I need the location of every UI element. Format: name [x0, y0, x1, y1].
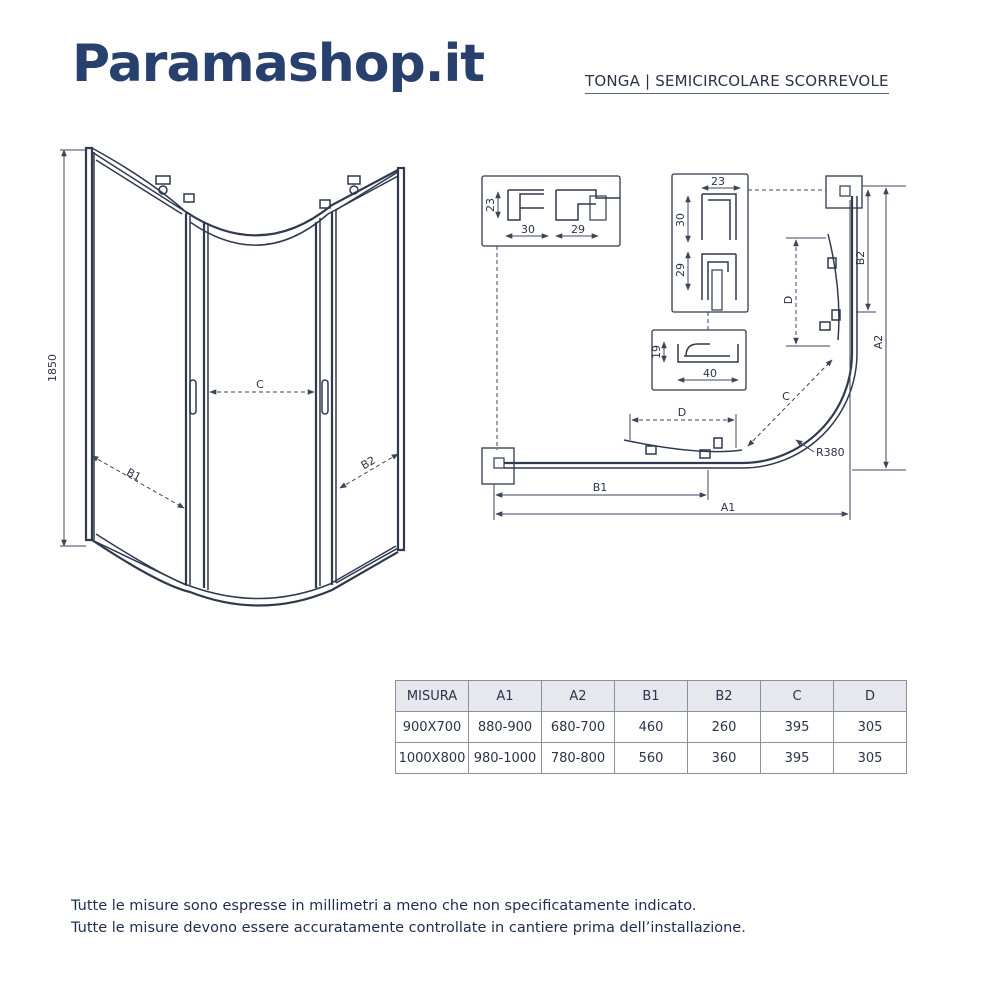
detail1-width-left: 30: [521, 223, 535, 236]
plan-view: [482, 174, 906, 520]
header-cell: A2: [542, 681, 615, 712]
header-cell: C: [761, 681, 834, 712]
door-handle-icon: [190, 380, 196, 414]
table-cell: 395: [761, 712, 834, 743]
brand-logo: Paramashop.it: [72, 34, 485, 94]
front-b2-label: B2: [358, 453, 378, 473]
top-roller-icon: [156, 176, 194, 202]
table-cell: 880-900: [469, 712, 542, 743]
height-label: 1850: [46, 354, 59, 382]
header-cell: B2: [688, 681, 761, 712]
footnote-line: Tutte le misure devono essere accuratamente controllate in cantiere prima dell’installazione.: [71, 920, 746, 936]
table-cell: 260: [688, 712, 761, 743]
table-row: [396, 743, 907, 774]
detail1-height: 23: [484, 198, 497, 212]
door-handle-icon: [322, 380, 328, 414]
table-row: [396, 712, 907, 743]
header-cell: A1: [469, 681, 542, 712]
detail3-width: 40: [703, 367, 717, 380]
detail3-height: 19: [650, 345, 663, 359]
front-view: [46, 148, 404, 606]
header-cell: B1: [615, 681, 688, 712]
plan-c-label: C: [782, 390, 790, 403]
dimensions-table: [395, 680, 907, 774]
table-cell: 395: [761, 743, 834, 774]
detail2-upper: 30: [674, 213, 687, 227]
plan-d-bottom-label: D: [677, 406, 687, 419]
handle-side-icon: [820, 258, 840, 330]
table-header-row: [396, 681, 907, 712]
front-c-label: C: [256, 378, 264, 391]
detail-wall-profile: [482, 176, 620, 246]
table-cell: 980-1000: [469, 743, 542, 774]
top-roller-icon: [320, 176, 360, 208]
table-cell: 305: [834, 712, 907, 743]
handle-bottom-icon: [646, 438, 722, 458]
table-cell: 680-700: [542, 712, 615, 743]
plan-b1-label: B1: [592, 481, 608, 494]
plan-a2-label: A2: [872, 334, 885, 350]
table-cell: 460: [615, 712, 688, 743]
header-cell: MISURA: [396, 681, 469, 712]
footnotes: [71, 895, 746, 939]
footnote-line: Tutte le misure sono espresse in millimetri a meno che non specificatamente indicato.: [71, 898, 697, 914]
table-cell: 1000X800: [396, 743, 469, 774]
detail-base-profile: [650, 330, 746, 390]
table-cell: 780-800: [542, 743, 615, 774]
detail2-width: 23: [711, 175, 725, 188]
plan-d-side-label: D: [782, 295, 795, 305]
front-b1-label: B1: [124, 465, 144, 485]
header-cell: D: [834, 681, 907, 712]
table-cell: 360: [688, 743, 761, 774]
table-cell: 305: [834, 743, 907, 774]
wall-bracket-left: [482, 448, 514, 484]
plan-b2-label: B2: [854, 250, 867, 266]
radius-label: R380: [816, 446, 845, 459]
product-title: TONGA | SEMICIRCOLARE SCORREVOLE: [585, 72, 889, 94]
detail1-width-right: 29: [571, 223, 585, 236]
table-cell: 560: [615, 743, 688, 774]
detail-vertical-profile: [672, 174, 748, 312]
plan-a1-label: A1: [720, 501, 736, 514]
detail2-lower: 29: [674, 263, 687, 277]
table-cell: 900X700: [396, 712, 469, 743]
